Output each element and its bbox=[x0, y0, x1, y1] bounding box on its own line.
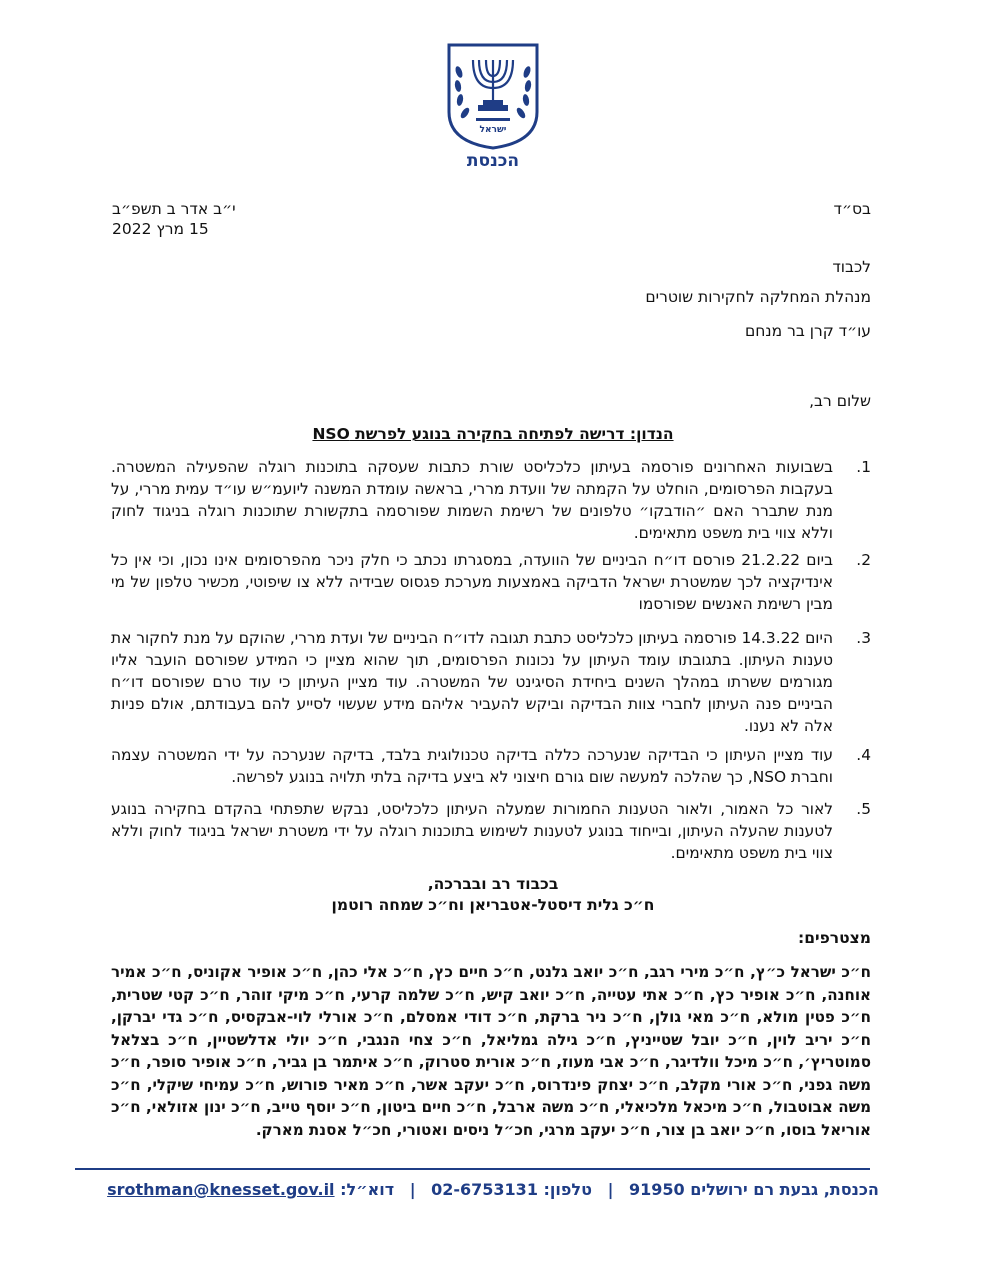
paragraph-text: היום 14.3.22 פורסמה בעיתון כלכליסט כתבת תגובה לדו״ח הביניים של ועדת מררי, שהוקם על מנת לחקור את טענות העיתון. בתגובתו עומד העיתון על נכונות הפרסומים, תוך שהוא מציין כי המידע שפורסם הועבר אליו מגורמים ששרתו במהלך השנים ביחידת הסיגינט של המשטרה. עוד מציין העיתון כי עוד טרם שפורסם דו״ח הביניים פנה העיתון לחברי צוות הבדיקה וביקש להעביר אליהם מידע שעשוי לסייע להם בעבודתם, אולם פניות אלה לא נענו. bbox=[111, 629, 833, 735]
paragraph bbox=[111, 627, 871, 737]
gregorian-date: 15 מרץ 2022 bbox=[112, 220, 209, 238]
footer-email-link[interactable]: srothman@knesset.gov.il bbox=[107, 1180, 335, 1199]
signature-names: ח״כ גלית דיסטל-אטבריאן וח״כ שמחה רוטמן bbox=[331, 896, 655, 914]
paragraph bbox=[111, 744, 871, 788]
footer-phone: טלפון: 02-6753131 bbox=[431, 1180, 592, 1199]
paragraph-number: 4. bbox=[856, 746, 871, 764]
signature-closing: בכבוד רב ובברכה, bbox=[427, 875, 559, 893]
paragraph bbox=[111, 798, 871, 864]
recipient-title: מנהלת המחלקה לחקירות שוטרים bbox=[645, 288, 871, 306]
recipient-honor: לכבוד bbox=[832, 258, 871, 276]
knesset-emblem-icon bbox=[446, 42, 540, 150]
hebrew-date: י״ב אדר ב תשפ״ב bbox=[112, 200, 236, 218]
joined-label: מצטרפים: bbox=[798, 929, 871, 947]
besiyata: בס״ד bbox=[833, 200, 871, 218]
org-name: הכנסת bbox=[466, 151, 520, 171]
paragraph-text: בשבועות האחרונים פורסמה בעיתון כלכליסט שורת כתבות שעסקה בתוכנות רוגלה שהפעילה המשטרה. בעקבות הפרסומים, הוחלט על הקמתה של וועדת מררי, בראשה עומדת המשנה ליועמ״ש עו״ד עמית מררי, על מנת שתברר האם ״הודבקו״ טלפונים של רשימת השמות שפורסמה בתקשורת שתוכנות רוגלה בניגוד לחוק וללא צווי בית משפט מתאימים. bbox=[111, 458, 833, 542]
paragraph bbox=[111, 549, 871, 615]
footer-divider bbox=[75, 1168, 870, 1170]
emblem-caption: ישראל bbox=[479, 125, 507, 135]
footer-separator: | bbox=[607, 1180, 614, 1199]
paragraph bbox=[111, 456, 871, 544]
paragraph-text: לאור כל האמור, ולאור הטענות החמורות שמעלה העיתון כלכליסט, נבקש שתפתחי בהקדם בחקירה בנוגע לטענות שהעלה העיתון, ובייחוד בנוגע לטענות לשימוש בתוכנות רוגלה על ידי משטרת ישראל בניגוד לחוק וללא צווי בית משפט מתאימים. bbox=[111, 800, 833, 862]
footer bbox=[0, 1180, 986, 1199]
paragraph-text: ביום 21.2.22 פורסם דו״ח הביניים של הוועדה, במסגרתו נכתב כי חלק ניכר מהפרסומים אינו נכון, וכי אין כל אינדיקציה לכך שמשטרת ישראל הדביקה באמצעות מערכת פגסוס שבידיה ללא צו שיפוטי, מכשיר טלפון של מי מבין רשימת האנשים שפורסמו bbox=[111, 551, 833, 613]
paragraph-number: 3. bbox=[856, 629, 871, 647]
footer-email-label: דוא״ל: bbox=[340, 1180, 395, 1199]
paragraph-number: 2. bbox=[856, 551, 871, 569]
recipient-name: עו״ד קרן בר מנחם bbox=[745, 322, 871, 340]
paragraph-number: 5. bbox=[856, 800, 871, 818]
footer-separator: | bbox=[409, 1180, 416, 1199]
subject-line: הנדון: דרישה לפתיחה בחקירה בנוגע לפרשת NSO bbox=[312, 425, 674, 443]
joined-list: ח״כ ישראל כ״ץ, ח״כ מירי רגב, ח״כ יואב גלנט, ח״כ חיים כץ, ח״כ אלי כהן, ח״כ אופיר אקוניס, ח״כ אמיר אוחנה, ח״כ אופיר כץ, ח״כ אתי עטייה, ח״כ יואב קיש, ח״כ שלמה קרעי, ח״כ מיקי זוהר, ח״כ קטי שטרית, ח״כ פטין מולא, ח״כ מאי גולן, ח״כ ניר ברקת, ח״כ דודי אמסלם, ח״כ אורלי לוי-אבקסיס, ח״כ גדי יברקן, ח״כ יריב לוין, ח״כ יובל שטייניץ, ח״כ גילה גמליאל, ח״כ צחי הנגבי, ח״כ יולי אדלשטיין, ח״כ בצלאל סמוטריץ׳, ח״כ מיכל וולדיגר, ח״כ אבי מעוז, ח״כ אורית סטרוק, ח״כ איתמר בן גביר, ח״כ אופיר סופר, ח״כ משה גפני, ח״כ אורי מקלב, ח״כ יצחק פינדרוס, ח״כ יעקב אשר, ח״כ מאיר פורוש, ח״כ עמיחי שיקלי, ח״כ משה אבוטבול, ח״כ מיכאל מלכיאלי, ח״כ משה ארבל, ח״כ חיים ביטון, ח״כ יוסף טייב, ח״כ ינון אזולאי, ח״כ אוריאל בוסו, ח״כ יואב בן צור, ח״כ יעקב מרגי, חכ״ל ניסים ואטורי, חכ״ל אסנת מארק. bbox=[111, 963, 871, 1139]
greeting: שלום רב, bbox=[809, 392, 871, 410]
paragraph-number: 1. bbox=[856, 458, 871, 476]
footer-address: הכנסת, גבעת רם ירושלים 91950 bbox=[628, 1180, 879, 1199]
paragraph-text: עוד מציין העיתון כי הבדיקה שנערכה כללה בדיקה טכנולוגית בלבד, בדיקה שנערכה על ידי המשטרה עצמה וחברת NSO, כך שהלכה למעשה שום גורם חיצוני לא ביצע בדיקה בלתי תלויה בנוגע לפרשה. bbox=[111, 746, 833, 786]
